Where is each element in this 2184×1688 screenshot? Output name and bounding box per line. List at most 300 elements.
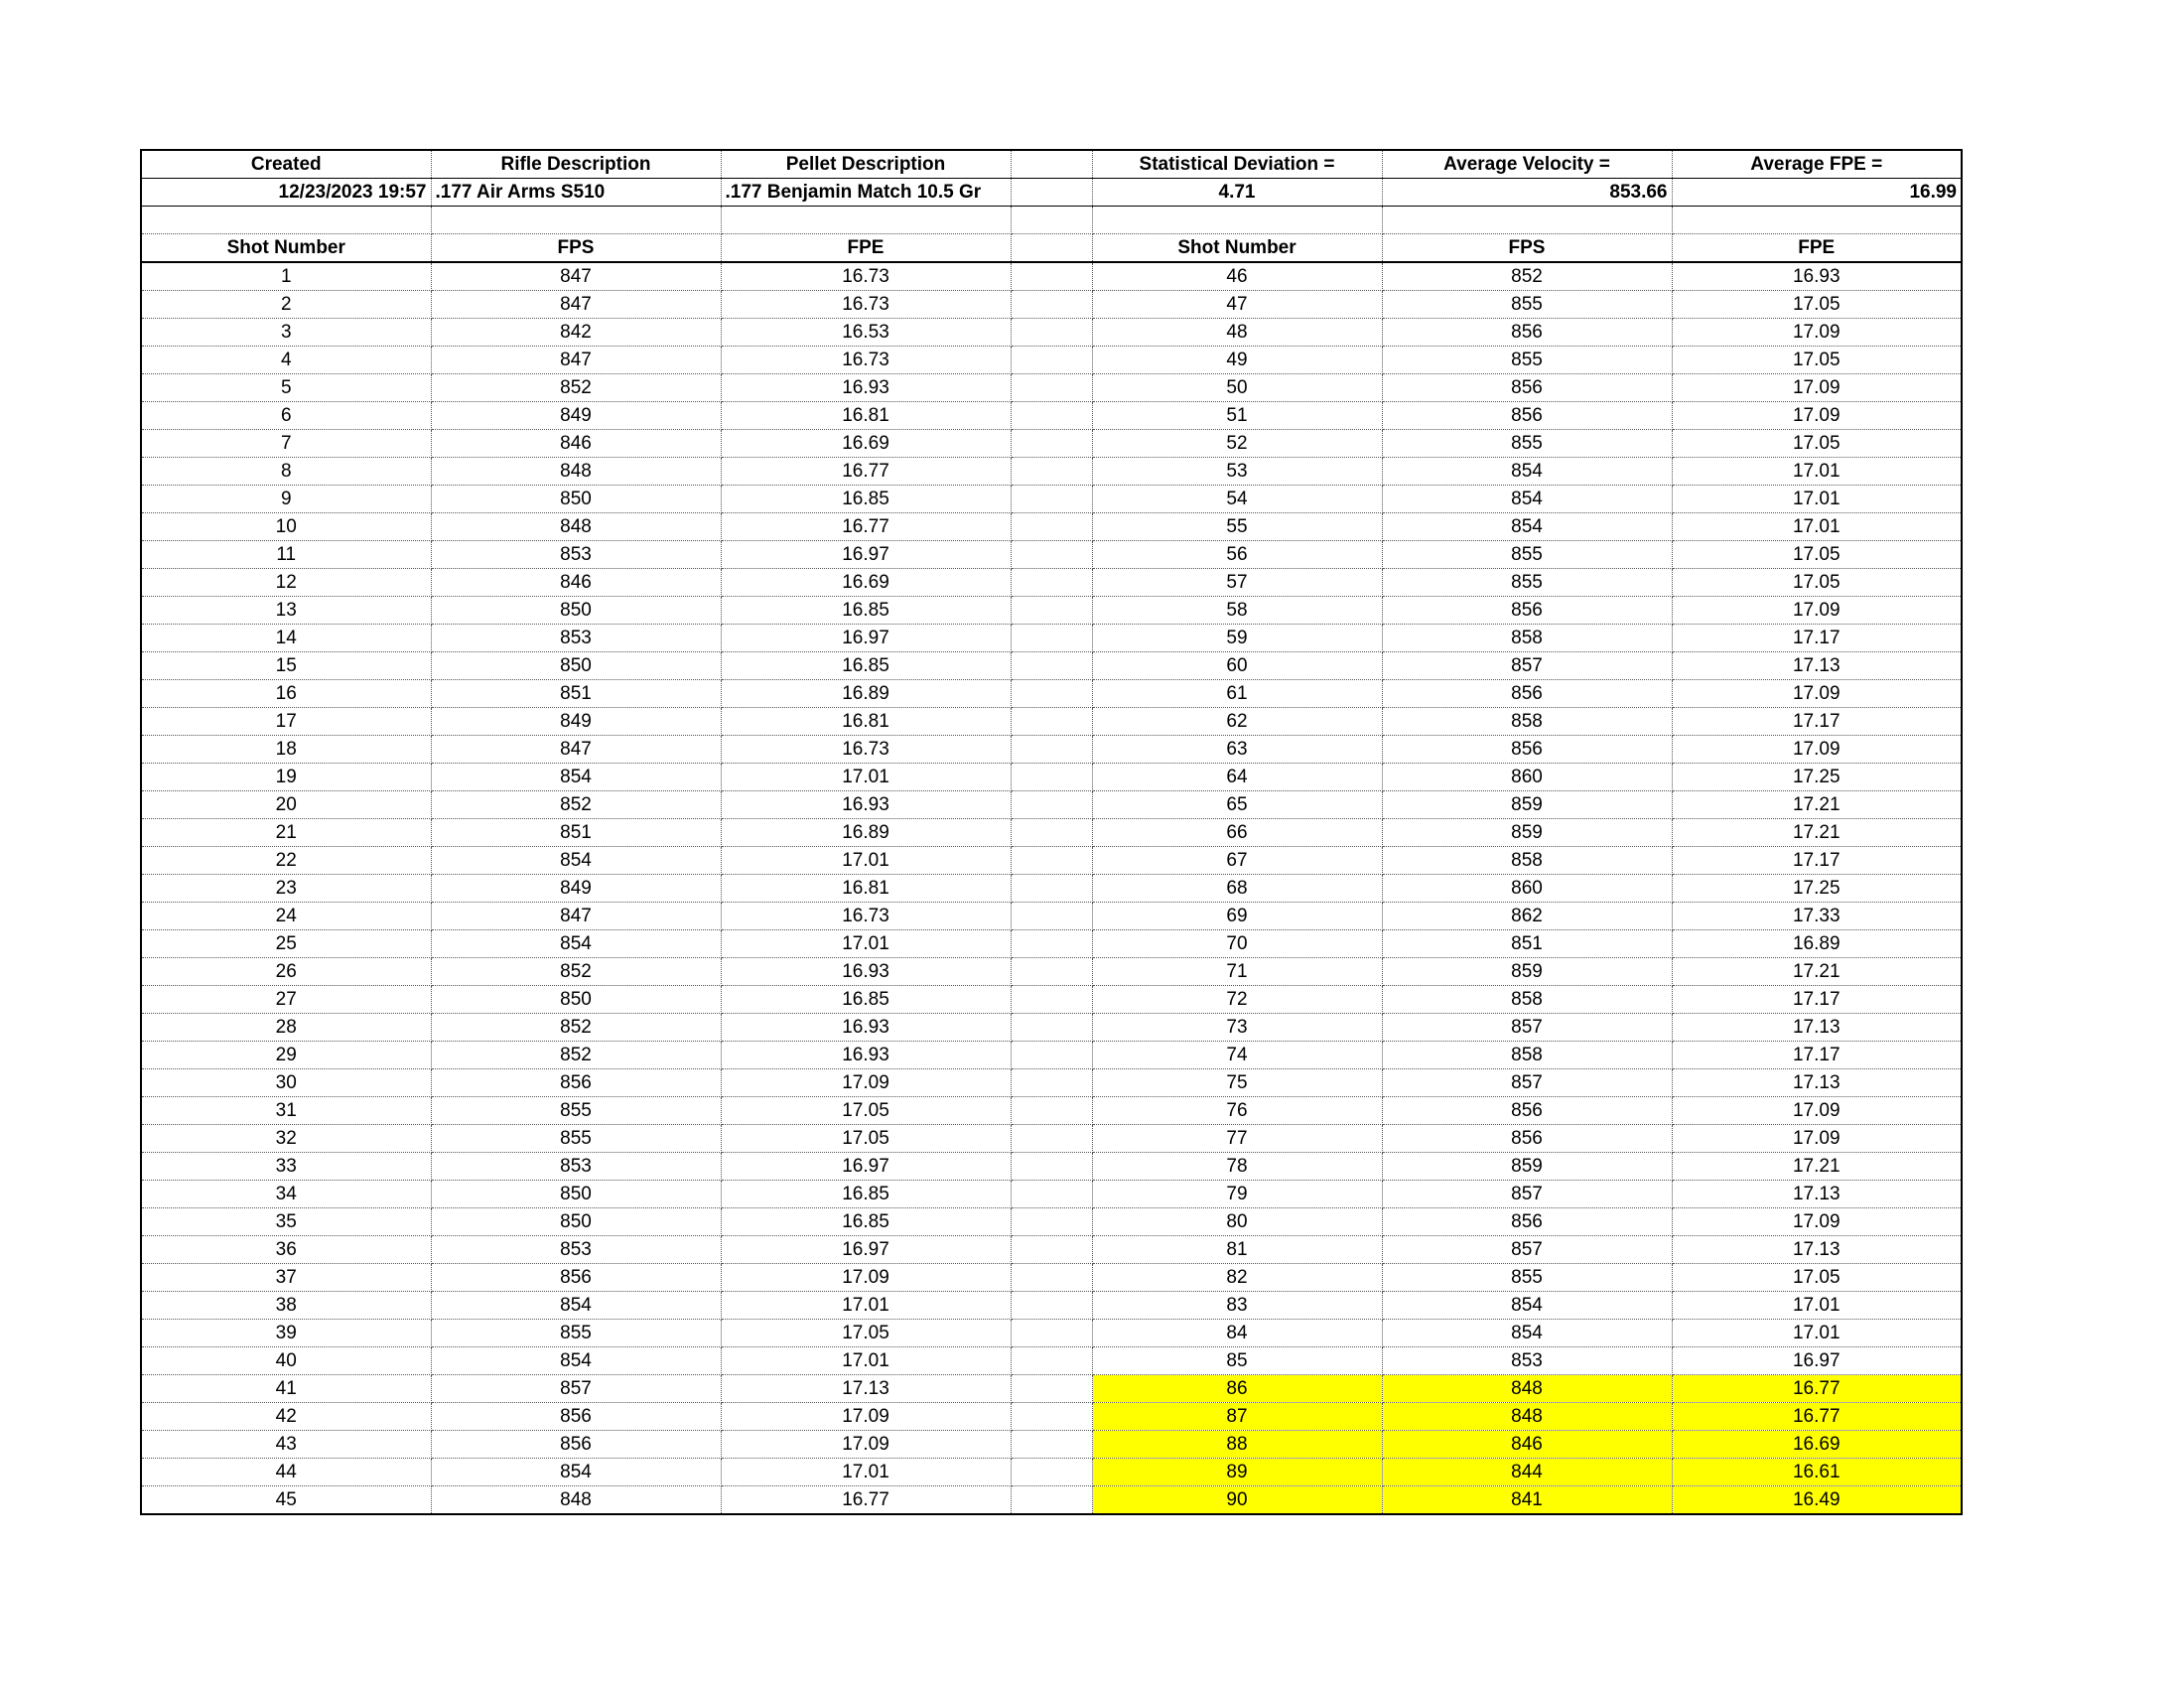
fpe-left: 16.73: [721, 291, 1011, 319]
rifle-description-header: Rifle Description: [431, 150, 721, 179]
table-row: [141, 1097, 1962, 1125]
fps-left: 847: [431, 903, 721, 930]
fps-right: 859: [1382, 1153, 1672, 1181]
shot-number-right: 48: [1092, 319, 1382, 347]
fps-right: 854: [1382, 1320, 1672, 1347]
fps-left: 847: [431, 291, 721, 319]
shot-number-right: 64: [1092, 764, 1382, 791]
shot-number-right: 55: [1092, 513, 1382, 541]
table-row: [141, 791, 1962, 819]
spacer-cell: [1011, 680, 1092, 708]
shot-number-right: 76: [1092, 1097, 1382, 1125]
table-row: [141, 569, 1962, 597]
fpe-right: 17.17: [1672, 625, 1962, 652]
table-row: [141, 1292, 1962, 1320]
rifle-description-value: .177 Air Arms S510: [431, 179, 721, 207]
table-row: [141, 1069, 1962, 1097]
fps-right: 856: [1382, 736, 1672, 764]
shot-number-left: 10: [141, 513, 431, 541]
fps-right: 856: [1382, 1097, 1672, 1125]
fpe-left: 16.73: [721, 903, 1011, 930]
pellet-description-value: .177 Benjamin Match 10.5 Gr: [721, 179, 1011, 207]
fpe-left: 16.77: [721, 458, 1011, 486]
fps-right: 848: [1382, 1403, 1672, 1431]
table-row: [141, 402, 1962, 430]
fps-right: 855: [1382, 430, 1672, 458]
spacer-cell: [1011, 262, 1092, 291]
shot-number-right: 87: [1092, 1403, 1382, 1431]
fps-left: 854: [431, 930, 721, 958]
shot-number-left: 15: [141, 652, 431, 680]
fps-left: 852: [431, 791, 721, 819]
fps-right: 856: [1382, 1208, 1672, 1236]
fps-left: 847: [431, 736, 721, 764]
shot-number-right: 77: [1092, 1125, 1382, 1153]
fps-left: 853: [431, 1236, 721, 1264]
created-header: Created: [141, 150, 431, 179]
fpe-right: 17.13: [1672, 652, 1962, 680]
fpe-left: 16.53: [721, 319, 1011, 347]
table-row: [141, 1320, 1962, 1347]
fpe-left: 16.89: [721, 819, 1011, 847]
fps-left: 857: [431, 1375, 721, 1403]
fpe-left: 17.01: [721, 1459, 1011, 1486]
fpe-left: 16.97: [721, 1236, 1011, 1264]
shot-number-right: 51: [1092, 402, 1382, 430]
shot-number-right: 52: [1092, 430, 1382, 458]
spacer-cell: [1011, 1375, 1092, 1403]
shot-number-left: 36: [141, 1236, 431, 1264]
fps-right: 855: [1382, 347, 1672, 374]
fpe-right: 17.17: [1672, 986, 1962, 1014]
fps-left: 854: [431, 764, 721, 791]
shot-number-right: 79: [1092, 1181, 1382, 1208]
fpe-left: 17.01: [721, 930, 1011, 958]
shot-number-left: 24: [141, 903, 431, 930]
fpe-left: 16.93: [721, 791, 1011, 819]
fps-right: 857: [1382, 1236, 1672, 1264]
shot-number-right: 47: [1092, 291, 1382, 319]
shot-number-right: 53: [1092, 458, 1382, 486]
shot-number-right: 81: [1092, 1236, 1382, 1264]
fps-left: 854: [431, 847, 721, 875]
fps-left: 851: [431, 819, 721, 847]
spacer-cell: [1011, 1042, 1092, 1069]
shot-number-right: 83: [1092, 1292, 1382, 1320]
fps-right: 857: [1382, 1014, 1672, 1042]
spacer-cell: [1011, 402, 1092, 430]
fpe-right: 17.01: [1672, 486, 1962, 513]
shot-number-right: 65: [1092, 791, 1382, 819]
fpe-right: 17.01: [1672, 1320, 1962, 1347]
fps-right: 844: [1382, 1459, 1672, 1486]
fpe-left: 17.13: [721, 1375, 1011, 1403]
shot-number-right: 70: [1092, 930, 1382, 958]
fpe-right: 17.21: [1672, 819, 1962, 847]
shot-number-right: 66: [1092, 819, 1382, 847]
shot-number-right: 78: [1092, 1153, 1382, 1181]
fpe-right: 16.49: [1672, 1486, 1962, 1515]
average-fpe-header: Average FPE =: [1672, 150, 1962, 179]
shot-number-left: 17: [141, 708, 431, 736]
shot-number-right: 54: [1092, 486, 1382, 513]
fps-right: 858: [1382, 847, 1672, 875]
fps-left: 852: [431, 1042, 721, 1069]
fpe-left: 16.69: [721, 430, 1011, 458]
table-row: [141, 374, 1962, 402]
shot-number-left: 9: [141, 486, 431, 513]
shot-number-right: 58: [1092, 597, 1382, 625]
fpe-left: 16.81: [721, 708, 1011, 736]
shot-number-left: 40: [141, 1347, 431, 1375]
spacer-cell: [1011, 986, 1092, 1014]
fps-right: 856: [1382, 402, 1672, 430]
table-row: [141, 625, 1962, 652]
fpe-right: 17.21: [1672, 791, 1962, 819]
fpe-right: 17.01: [1672, 1292, 1962, 1320]
table-row: [141, 680, 1962, 708]
fps-left: 856: [431, 1431, 721, 1459]
shot-number-left: 42: [141, 1403, 431, 1431]
fps-left: 846: [431, 430, 721, 458]
fps-left: 856: [431, 1403, 721, 1431]
table-row: [141, 347, 1962, 374]
fpe-right: 17.09: [1672, 1125, 1962, 1153]
fps-right: 855: [1382, 1264, 1672, 1292]
fps-left: 854: [431, 1459, 721, 1486]
shot-number-right: 80: [1092, 1208, 1382, 1236]
spacer-cell: [1011, 1320, 1092, 1347]
shot-number-right: 73: [1092, 1014, 1382, 1042]
fpe-left: 16.73: [721, 262, 1011, 291]
fps-left: 850: [431, 1208, 721, 1236]
fpe-right: 17.05: [1672, 347, 1962, 374]
shot-number-left: 8: [141, 458, 431, 486]
fps-left: 849: [431, 708, 721, 736]
fpe-left: 17.05: [721, 1125, 1011, 1153]
spacer-cell: [1011, 486, 1092, 513]
fpe-right: 16.89: [1672, 930, 1962, 958]
shot-number-right: 89: [1092, 1459, 1382, 1486]
fps-right: 860: [1382, 875, 1672, 903]
pellet-description-header: Pellet Description: [721, 150, 1011, 179]
fpe-right: 17.09: [1672, 1208, 1962, 1236]
shot-number-left: 41: [141, 1375, 431, 1403]
spacer-cell: [1011, 1125, 1092, 1153]
shot-number-right: 63: [1092, 736, 1382, 764]
fps-left: 856: [431, 1069, 721, 1097]
fps-left: 856: [431, 1264, 721, 1292]
fps-right: 859: [1382, 958, 1672, 986]
table-row: [141, 291, 1962, 319]
created-value: 12/23/2023 19:57: [141, 179, 431, 207]
spacer-cell: [1011, 291, 1092, 319]
spacer-cell: [1011, 234, 1092, 263]
spacer-cell: [1011, 1486, 1092, 1515]
fpe-right: 17.01: [1672, 458, 1962, 486]
table-row: [141, 1347, 1962, 1375]
fpe-right: 17.13: [1672, 1181, 1962, 1208]
shot-number-left: 23: [141, 875, 431, 903]
table-row: [141, 1042, 1962, 1069]
shot-number-left: 20: [141, 791, 431, 819]
fps-left: 847: [431, 262, 721, 291]
spacer-cell: [1011, 569, 1092, 597]
fps-left: 852: [431, 374, 721, 402]
average-velocity-value: 853.66: [1382, 179, 1672, 207]
shot-number-left: 7: [141, 430, 431, 458]
spacer-cell: [1011, 1069, 1092, 1097]
shot-number-left: 16: [141, 680, 431, 708]
fps-right: 856: [1382, 597, 1672, 625]
spacer-cell: [1011, 541, 1092, 569]
spacer-cell: [1011, 1292, 1092, 1320]
summary-header-row: [141, 150, 1962, 179]
spacer-cell: [1011, 430, 1092, 458]
shot-number-right: 67: [1092, 847, 1382, 875]
table-row: [141, 1125, 1962, 1153]
fps-left: 854: [431, 1347, 721, 1375]
fpe-left: 17.01: [721, 1347, 1011, 1375]
shot-number-left: 38: [141, 1292, 431, 1320]
fpe-right: 17.09: [1672, 319, 1962, 347]
spacer-cell: [1011, 652, 1092, 680]
shot-number-right: 82: [1092, 1264, 1382, 1292]
fpe-header-left: FPE: [721, 234, 1011, 263]
fps-right: 852: [1382, 262, 1672, 291]
shot-number-left: 26: [141, 958, 431, 986]
fps-left: 850: [431, 1181, 721, 1208]
spacer-cell: [1011, 1459, 1092, 1486]
table-row: [141, 513, 1962, 541]
fpe-right: 16.97: [1672, 1347, 1962, 1375]
fpe-left: 16.77: [721, 513, 1011, 541]
fps-left: 851: [431, 680, 721, 708]
spacer-cell: [1011, 347, 1092, 374]
shot-number-right: 88: [1092, 1431, 1382, 1459]
table-row: [141, 930, 1962, 958]
shot-number-left: 45: [141, 1486, 431, 1515]
fpe-left: 16.73: [721, 736, 1011, 764]
fpe-right: 16.77: [1672, 1403, 1962, 1431]
table-row: [141, 458, 1962, 486]
spacer-cell: [1011, 319, 1092, 347]
fpe-right: 17.25: [1672, 764, 1962, 791]
shot-number-left: 3: [141, 319, 431, 347]
fps-left: 855: [431, 1097, 721, 1125]
fpe-left: 17.09: [721, 1431, 1011, 1459]
fpe-left: 16.93: [721, 1042, 1011, 1069]
column-header-row: [141, 234, 1962, 263]
fps-left: 850: [431, 597, 721, 625]
table-row: [141, 319, 1962, 347]
average-velocity-header: Average Velocity =: [1382, 150, 1672, 179]
shot-number-left: 21: [141, 819, 431, 847]
fpe-right: 17.13: [1672, 1069, 1962, 1097]
table-row: [141, 1403, 1962, 1431]
fpe-left: 16.85: [721, 1208, 1011, 1236]
spacer-cell: [1011, 791, 1092, 819]
fps-left: 849: [431, 402, 721, 430]
table-row: [141, 486, 1962, 513]
spacer-cell: [1011, 1014, 1092, 1042]
spacer-cell: [1011, 1431, 1092, 1459]
fpe-left: 17.09: [721, 1403, 1011, 1431]
shot-number-left: 5: [141, 374, 431, 402]
shot-number-left: 27: [141, 986, 431, 1014]
fps-right: 857: [1382, 1181, 1672, 1208]
fps-left: 847: [431, 347, 721, 374]
fpe-left: 16.77: [721, 1486, 1011, 1515]
shot-number-right: 50: [1092, 374, 1382, 402]
fpe-right: 17.21: [1672, 1153, 1962, 1181]
table-row: [141, 958, 1962, 986]
table-row: [141, 1375, 1962, 1403]
fpe-left: 16.93: [721, 958, 1011, 986]
fps-right: 855: [1382, 569, 1672, 597]
shot-number-left: 31: [141, 1097, 431, 1125]
fps-right: 858: [1382, 986, 1672, 1014]
fps-right: 856: [1382, 1125, 1672, 1153]
fps-right: 851: [1382, 930, 1672, 958]
shot-number-left: 11: [141, 541, 431, 569]
spacer-cell: [1011, 708, 1092, 736]
spacer-cell: [1011, 1264, 1092, 1292]
fpe-right: 16.93: [1672, 262, 1962, 291]
table-row: [141, 597, 1962, 625]
fps-left: 846: [431, 569, 721, 597]
table-row: [141, 1486, 1962, 1515]
fpe-left: 17.09: [721, 1069, 1011, 1097]
shot-number-right: 46: [1092, 262, 1382, 291]
fpe-right: 17.05: [1672, 569, 1962, 597]
spacer-cell: [1011, 597, 1092, 625]
fps-header-left: FPS: [431, 234, 721, 263]
fps-right: 854: [1382, 458, 1672, 486]
shot-number-left: 29: [141, 1042, 431, 1069]
spacer-cell: [1011, 513, 1092, 541]
spacer-cell: [1011, 930, 1092, 958]
spacer-cell: [1011, 903, 1092, 930]
fps-right: 859: [1382, 819, 1672, 847]
fpe-right: 17.09: [1672, 402, 1962, 430]
fps-left: 850: [431, 652, 721, 680]
shot-data-table: [140, 149, 1963, 1515]
fps-right: 846: [1382, 1431, 1672, 1459]
fps-right: 858: [1382, 625, 1672, 652]
fps-right: 858: [1382, 708, 1672, 736]
table-row: [141, 652, 1962, 680]
spacer-cell: [1011, 374, 1092, 402]
shot-number-right: 69: [1092, 903, 1382, 930]
shot-number-left: 34: [141, 1181, 431, 1208]
fps-right: 854: [1382, 1292, 1672, 1320]
fpe-left: 16.85: [721, 986, 1011, 1014]
table-row: [141, 1153, 1962, 1181]
fpe-right: 16.69: [1672, 1431, 1962, 1459]
shot-number-right: 57: [1092, 569, 1382, 597]
fpe-right: 17.09: [1672, 736, 1962, 764]
fpe-left: 17.01: [721, 1292, 1011, 1320]
fps-header-right: FPS: [1382, 234, 1672, 263]
fpe-right: 17.01: [1672, 513, 1962, 541]
spacer-cell: [1011, 458, 1092, 486]
fpe-right: 16.61: [1672, 1459, 1962, 1486]
fpe-left: 16.69: [721, 569, 1011, 597]
fpe-left: 16.85: [721, 597, 1011, 625]
shot-number-header-left: Shot Number: [141, 234, 431, 263]
shot-number-left: 37: [141, 1264, 431, 1292]
shot-number-left: 13: [141, 597, 431, 625]
table-row: [141, 541, 1962, 569]
shot-number-left: 35: [141, 1208, 431, 1236]
fpe-right: 17.13: [1672, 1236, 1962, 1264]
table-row: [141, 847, 1962, 875]
fps-right: 857: [1382, 1069, 1672, 1097]
shot-number-right: 71: [1092, 958, 1382, 986]
shot-number-left: 18: [141, 736, 431, 764]
fpe-left: 17.01: [721, 847, 1011, 875]
fps-left: 848: [431, 1486, 721, 1515]
fps-left: 848: [431, 458, 721, 486]
blank-row: [141, 207, 1962, 234]
table-row: [141, 430, 1962, 458]
table-row: [141, 986, 1962, 1014]
shot-number-right: 60: [1092, 652, 1382, 680]
fps-left: 852: [431, 1014, 721, 1042]
average-fpe-value: 16.99: [1672, 179, 1962, 207]
spacer-cell: [1011, 1208, 1092, 1236]
fpe-left: 16.81: [721, 402, 1011, 430]
spacer-cell: [1011, 1097, 1092, 1125]
table-row: [141, 1264, 1962, 1292]
fps-right: 856: [1382, 680, 1672, 708]
table-row: [141, 1459, 1962, 1486]
shot-number-left: 44: [141, 1459, 431, 1486]
shot-number-header-right: Shot Number: [1092, 234, 1382, 263]
fpe-left: 16.93: [721, 374, 1011, 402]
fpe-right: 17.09: [1672, 1097, 1962, 1125]
fpe-right: 17.05: [1672, 430, 1962, 458]
fps-left: 855: [431, 1320, 721, 1347]
spacer-cell: [1011, 875, 1092, 903]
table-row: [141, 875, 1962, 903]
shot-number-right: 90: [1092, 1486, 1382, 1515]
fpe-left: 16.97: [721, 541, 1011, 569]
table-row: [141, 708, 1962, 736]
fps-right: 858: [1382, 1042, 1672, 1069]
fps-right: 853: [1382, 1347, 1672, 1375]
spacer-cell: [1011, 1153, 1092, 1181]
shot-number-left: 28: [141, 1014, 431, 1042]
fpe-left: 16.73: [721, 347, 1011, 374]
shot-number-left: 33: [141, 1153, 431, 1181]
table-row: [141, 1014, 1962, 1042]
spacer-cell: [1011, 150, 1092, 179]
shot-number-left: 19: [141, 764, 431, 791]
fpe-right: 17.17: [1672, 847, 1962, 875]
shot-number-left: 4: [141, 347, 431, 374]
fpe-left: 16.85: [721, 652, 1011, 680]
shot-number-left: 25: [141, 930, 431, 958]
fps-right: 855: [1382, 541, 1672, 569]
fps-left: 848: [431, 513, 721, 541]
spacer-cell: [1011, 764, 1092, 791]
fps-left: 850: [431, 986, 721, 1014]
table-row: [141, 736, 1962, 764]
fpe-right: 17.21: [1672, 958, 1962, 986]
shot-number-right: 62: [1092, 708, 1382, 736]
